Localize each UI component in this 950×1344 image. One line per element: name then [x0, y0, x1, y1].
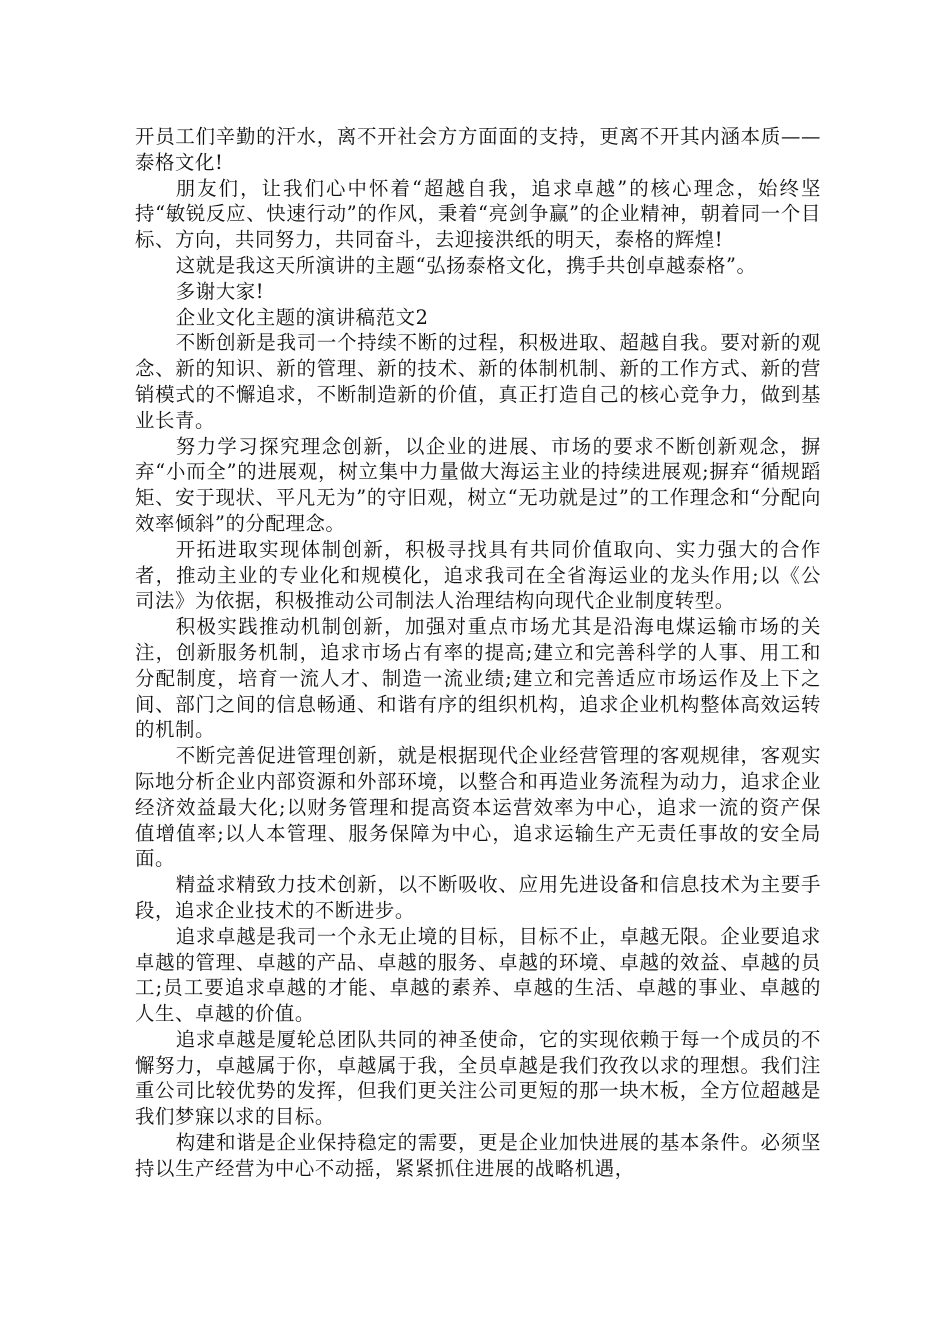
paragraph-4: 多谢大家!	[175, 279, 265, 303]
paragraph-11: 精益求精致力技术创新，以不断吸收、应用先进设备和信息技术为主要手段，追求企业技术的不断进步。	[135, 873, 821, 922]
paragraph-8: 开拓进取实现体制创新，积极寻找具有共同价值取向、实力强大的合作者，推动主业的专业化和规模化，追求我司在全省海运业的龙头作用;以《公司法》为依据，积极推动公司制法人治理结构向现代企业制度转型。	[135, 537, 821, 613]
section-heading: 企业文化主题的演讲稿范文2	[175, 305, 429, 329]
paragraph-6: 不断创新是我司一个持续不断的过程，积极进取、超越自我。要对新的观念、新的知识、新的管理、新的技术、新的体制机制、新的工作方式、新的营销模式的不懈追求，不断制造新的价值，真正打造自己的核心竞争力，做到基业长青。	[135, 331, 821, 432]
paragraph-13: 追求卓越是厦轮总团队共同的神圣使命，它的实现依赖于每一个成员的不懈努力，卓越属于你，卓越属于我，全员卓越是我们孜孜以求的理想。我们注重公司比较优势的发挥，但我们更关注公司更短的那一块木板，全方位超越是我们梦寐以求的目标。	[135, 1027, 821, 1129]
paragraph-10: 不断完善促进管理创新，就是根据现代企业经营管理的客观规律，客观实际地分析企业内部资源和外部环境，以整合和再造业务流程为动力，追求企业经济效益最大化;以财务管理和提高资本运营效率为中心，追求一流的资产保值增值率;以人本管理、服务保障为中心，追求运输生产无责任事故的安全局面。	[135, 744, 821, 871]
paragraph-7: 努力学习探究理念创新，以企业的进展、市场的要求不断创新观念，摒弃“小而全”的进展观，树立集中力量做大海运主业的持续进展观;摒弃“循规蹈矩、安于现状、平凡无为”的守旧观，树立“无功就是过”的工作理念和“分配向效率倾斜”的分配理念。	[135, 434, 821, 535]
paragraph-12: 追求卓越是我司一个永无止境的目标，目标不止，卓越无限。企业要追求卓越的管理、卓越的产品、卓越的服务、卓越的环境、卓越的效益、卓越的员工;员工要追求卓越的才能、卓越的素养、卓越的生活、卓越的事业、卓越的人生、卓越的价值。	[135, 924, 821, 1026]
paragraph-3: 这就是我这天所演讲的主题“弘扬泰格文化，携手共创卓越泰格”。	[175, 253, 757, 277]
document-page	[135, 124, 821, 1182]
paragraph-2: 朋友们，让我们心中怀着“超越自我，追求卓越”的核心理念，始终坚持“敏锐反应、快速行动”的作风，秉着“亮剑争赢”的企业精神，朝着同一个目标、方向，共同努力，共同奋斗，去迎接洪纸的明天，泰格的辉煌!	[135, 176, 821, 252]
paragraph-1: 开员工们辛勤的汗水，离不开社会方方面面的支持，更离不开其内涵本质——泰格文化!	[135, 125, 821, 174]
paragraph-9: 积极实践推动机制创新，加强对重点市场尤其是沿海电煤运输市场的关注，创新服务机制，追求市场占有率的提高;建立和完善科学的人事、用工和分配制度，培育一流人才、制造一流业绩;建立和完善适应市场运作及上下之间、部门之间的信息畅通、和谐有序的组织机构，追求企业机构整体高效运转的机制。	[135, 615, 821, 742]
paragraph-14: 构建和谐是企业保持稳定的需要，更是企业加快进展的基本条件。必须坚持以生产经营为中心不动摇，紧紧抓住进展的战略机遇，	[135, 1131, 821, 1180]
